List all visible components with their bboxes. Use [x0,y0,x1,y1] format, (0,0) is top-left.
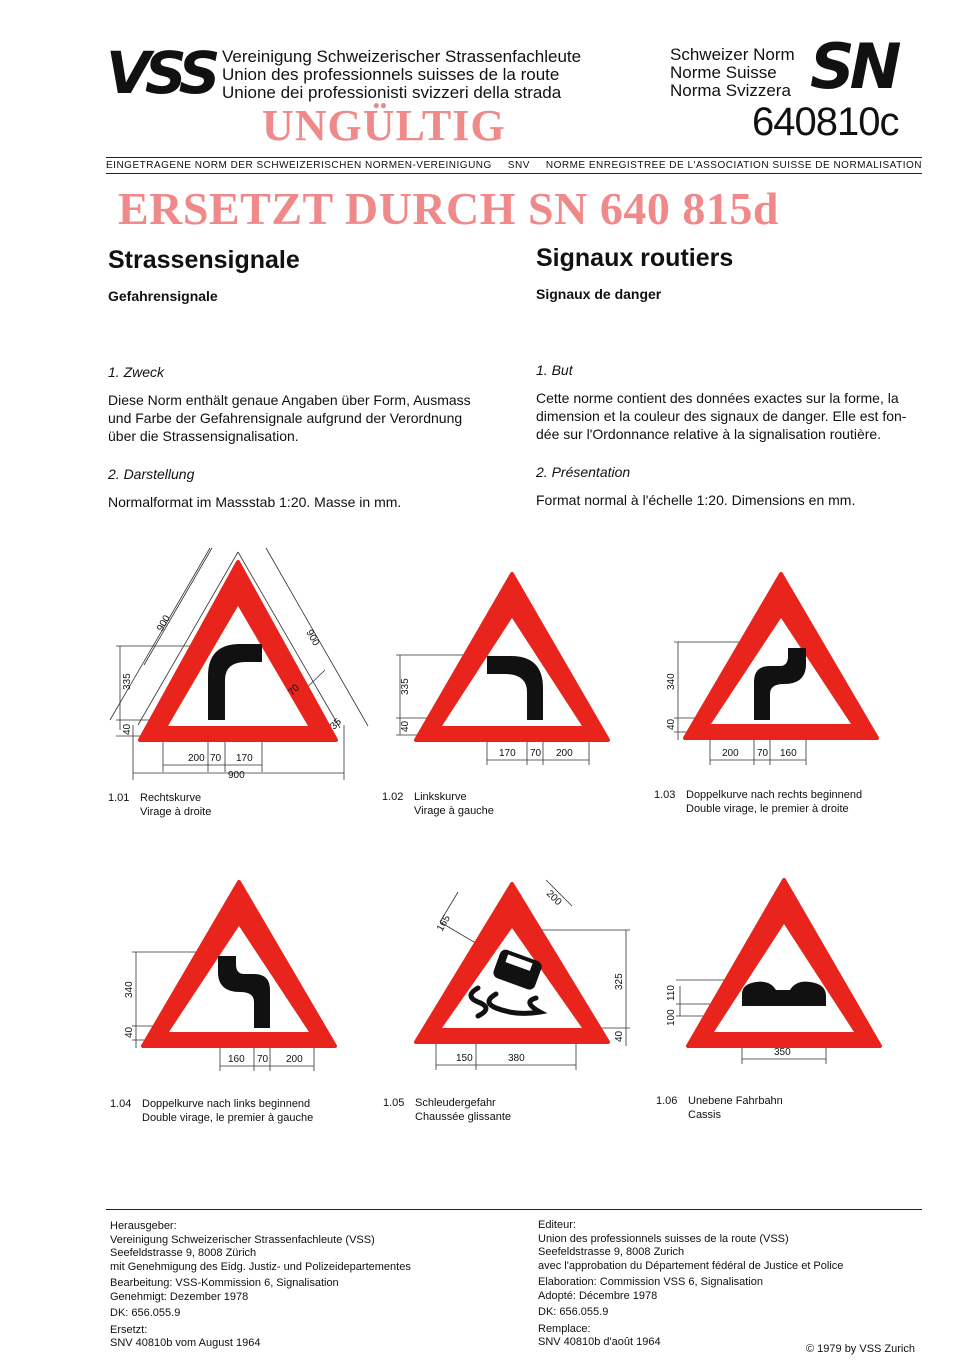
text-line: über die Strassensignalisation. [108,428,299,444]
section2-text-de: Normalformat im Massstab 1:20. Masse in mm. [108,494,402,510]
sn-name-it: Norma Svizzera [670,81,791,100]
sign-name-de: Unebene Fahrbahn [688,1095,783,1107]
sign-1-01-caption [108,791,211,819]
sign-1-04-caption [110,1097,313,1125]
sign-1-03-drawing [660,560,900,770]
publisher-line: Seefeldstrasse 9, 8008 Zurich [538,1246,685,1258]
vss-name-de: Vereinigung Schweizerischer Strassenfachleute [222,47,582,66]
sn-names [670,46,795,100]
vss-name-fr: Union des professionnels suisses de la route [222,65,560,84]
sign-name-fr: Virage à gauche [414,805,494,817]
sign-name-de: Linkskurve [414,791,467,803]
sign-1-04-drawing [118,866,358,1076]
dim-label: 340 [124,981,135,998]
publisher-label: Herausgeber: [110,1220,177,1232]
sn-logo: SN [810,30,897,103]
publisher-line: Vereinigung Schweizerischer Strassenfachleute (VSS) [110,1233,375,1246]
sign-name-de: Rechtskurve [140,792,202,804]
stamp-replaced: ERSETZT DURCH SN 640 815d [118,183,779,234]
publisher-label: Editeur: [538,1219,576,1231]
vss-names [222,48,581,102]
sn-name-de: Schweizer Norm [670,45,795,64]
title-de: Strassensignale [108,246,300,274]
text-line: Diese Norm enthält genaue Angaben über Form, Ausmass [108,392,471,408]
sign-1-02-figure [388,560,628,775]
text-line: dimension et la couleur des signaux de danger. Elle est fon- [536,408,907,424]
sign-name-de: Doppelkurve nach links beginnend [142,1098,311,1110]
dim-label: 40 [666,718,677,730]
dim-label: 40 [124,1026,135,1038]
title-fr: Signaux routiers [536,244,734,272]
dim-label: 200 [188,753,205,764]
footer-de [110,1220,530,1354]
replaces-label: Ersetzt: [110,1323,148,1336]
dim-label: 200 [556,748,573,759]
sign-1-02-drawing [388,560,628,770]
dim-label: 170 [236,753,253,764]
approved-line: Adopté: Décembre 1978 [538,1289,658,1302]
dim-label: 35 [328,716,344,733]
dim-label: 900 [228,770,245,781]
sign-1-05-figure [400,870,640,1085]
vss-name-it: Unione dei professionisti svizzeri della strada [222,83,562,102]
sign-number: 1.05 [383,1097,405,1109]
footer-rule [106,1209,922,1210]
subtitle-de: Gefahrensignale [108,288,218,304]
section2-text-fr: Format normal à l'échelle 1:20. Dimensions en mm. [536,492,856,508]
section1-title-de: 1. Zweck [108,364,165,380]
sign-1-01-figure [100,540,370,790]
publisher-line: Seefeldstrasse 9, 8008 Zürich [110,1247,257,1259]
publisher-line: avec l'approbation du Département fédéral de Justice et Police [538,1259,844,1272]
text-line: Cette norme contient des données exactes sur la forme, la [536,390,899,406]
dim-label: 900 [155,613,173,634]
replaces-line: SNV 40810b d'août 1964 [538,1336,661,1348]
section1-text-fr [536,389,936,443]
sign-1-06-caption [656,1094,783,1122]
dim-label: 170 [499,748,516,759]
sign-name-fr: Virage à droite [140,806,212,818]
sign-name-fr: Double virage, le premier à gauche [142,1112,314,1124]
copyright: © 1979 by VSS Zurich [806,1343,915,1355]
dim-label: 150 [456,1053,473,1064]
sign-name-fr: Double virage, le premier à droite [686,803,849,815]
sign-name-fr: Chaussée glissante [415,1111,512,1123]
dim-label: 200 [286,1054,303,1065]
dim-label: 70 [757,748,769,759]
dim-label: 350 [774,1047,791,1058]
dk-line: DK: 656.055.9 [538,1306,609,1318]
dim-label: 40 [122,723,133,735]
dim-label: 160 [780,748,797,759]
dim-label: 70 [286,682,302,699]
sign-number: 1.06 [656,1095,678,1107]
dim-label: 380 [508,1053,525,1064]
editing-line: Bearbeitung: VSS-Kommission 6, Signalisation [110,1277,339,1289]
dim-label: 340 [666,673,677,690]
dim-label: 325 [614,973,625,990]
sign-name-fr: Cassis [688,1109,722,1121]
footer-fr [538,1219,928,1353]
section2-title-de: 2. Darstellung [108,466,195,482]
sign-number: 1.02 [382,791,404,803]
subtitle-fr: Signaux de danger [536,286,662,302]
sign-number: 1.04 [110,1098,132,1110]
sign-1-01-drawing [100,540,370,785]
approved-line: Genehmigt: Dezember 1978 [110,1290,249,1303]
snv-label: SNV [507,160,530,171]
registered-fr: NORME ENREGISTREE DE L'ASSOCIATION SUISSE DE NORMALISATION [545,160,922,171]
sign-1-05-drawing [400,870,640,1080]
sign-1-04-figure [118,866,358,1081]
sign-1-03-figure [660,560,900,775]
dim-label: 70 [257,1054,269,1065]
dim-label: 40 [614,1030,625,1042]
dim-label: 70 [530,748,542,759]
section1-title-fr: 1. But [536,362,573,378]
dk-line: DK: 656.055.9 [110,1307,181,1319]
section2-title-fr: 2. Présentation [536,464,631,480]
dim-label: 335 [122,673,133,690]
sign-1-06-figure [660,866,900,1081]
section1-text-de [108,391,508,445]
text-line: dée sur l'Ordonnance relative à la signalisation routière. [536,426,882,442]
registered-de: EINGETRAGENE NORM DER SCHWEIZERISCHEN NORMEN-VEREINIGUNG [106,160,492,171]
sign-name-de: Doppelkurve nach rechts beginnend [686,789,863,801]
dim-label: 160 [228,1054,245,1065]
sign-1-06-drawing [660,866,900,1076]
publisher-line: Union des professionnels suisses de la route (VSS) [538,1232,789,1245]
norm-number: 640810c [752,100,899,144]
header-rule [106,157,922,158]
dim-label: 200 [722,748,739,759]
vss-logo: VSS [106,39,215,107]
registration-line [106,160,922,171]
dim-label: 100 [666,1009,677,1026]
dim-label: 200 [543,888,564,908]
replaces-line: SNV 40810b vom August 1964 [110,1337,261,1349]
dim-label: 110 [666,985,677,1001]
replaces-label: Remplace: [538,1322,591,1335]
sign-number: 1.01 [108,792,130,804]
header-rule-2 [106,173,922,174]
dim-label: 335 [400,678,411,695]
sign-name-de: Schleudergefahr [415,1097,496,1109]
sn-name-fr: Norme Suisse [670,63,777,82]
dim-label: 70 [210,753,222,764]
dim-label: 165 [435,913,453,934]
text-line: und Farbe der Gefahrensignale aufgrund der Verordnung [108,410,463,426]
sign-number: 1.03 [654,789,676,801]
dim-label: 40 [400,720,411,732]
sign-1-02-caption [382,790,494,818]
editing-line: Elaboration: Commission VSS 6, Signalisation [538,1276,764,1288]
sign-1-03-caption [654,788,862,816]
dim-label: 900 [303,628,322,648]
stamp-invalid: UNGÜLTIG [262,101,506,150]
publisher-line: mit Genehmigung des Eidg. Justiz- und Polizeidepartementes [110,1260,411,1273]
sign-1-05-caption [383,1096,511,1124]
